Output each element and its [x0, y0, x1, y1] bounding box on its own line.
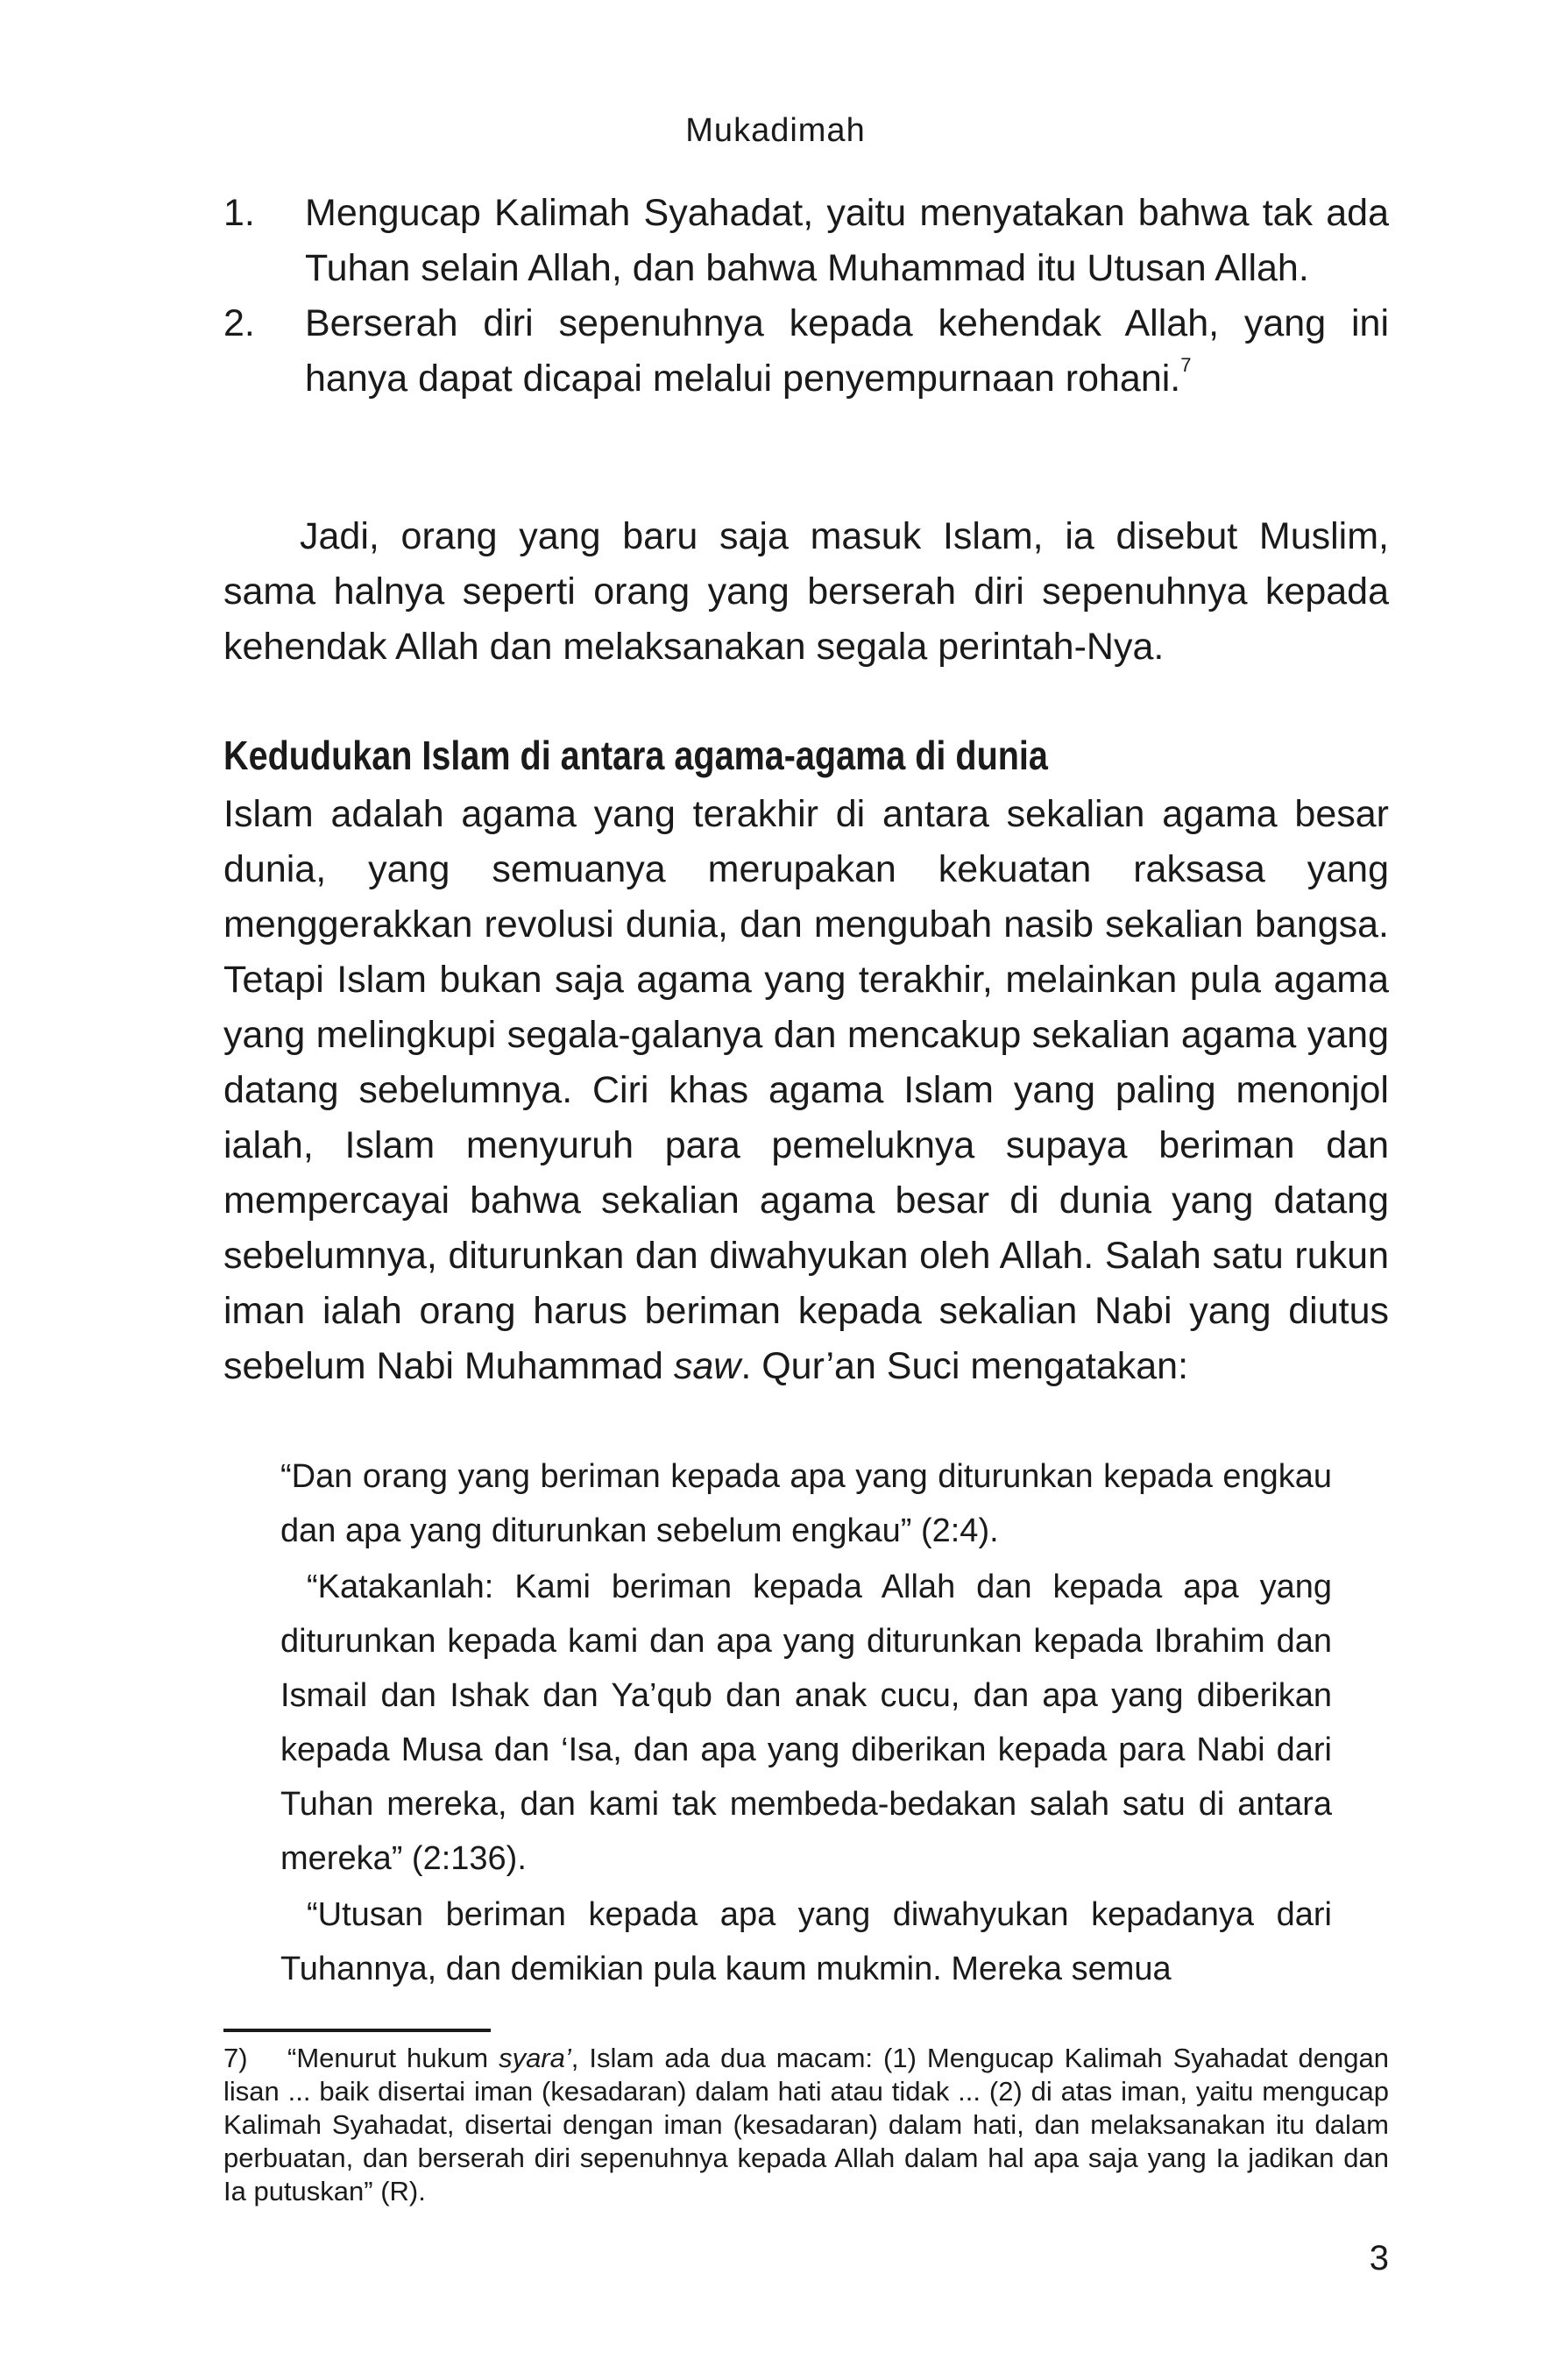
- footnote-divider: [223, 2029, 491, 2032]
- numbered-list: [223, 186, 1389, 407]
- page-number: 3: [1369, 2239, 1389, 2277]
- footnote-reference: 7: [1180, 354, 1192, 376]
- section-body: [223, 787, 1389, 1394]
- footnote-italic: syara’: [499, 2043, 571, 2073]
- section-body-text: Islam adalah agama yang terakhir di antara sekalian agama besar dunia, yang semuanya merupakan kekuatan raksasa yang menggerakkan revolusi dunia, dan mengubah nasib sekalian bangsa. Tetapi Islam bukan saja agama yang terakhir, melainkan pula agama yang melingkupi segala-galanya dan mencakup sekalian agama yang datang sebelumnya. Ciri khas agama Islam yang paling menonjol ialah, Islam menyuruh para pemeluknya supaya beriman dan mempercayai bahwa sekalian agama besar di dunia yang datang sebelumnya, diturunkan dan diwahyukan oleh Allah. Salah satu rukun iman ialah orang harus beriman kepada sekalian Nabi yang diutus sebelum Nabi Muhammad: [223, 793, 1389, 1387]
- section-body-text-end: . Qur’an Suci mengatakan:: [740, 1345, 1189, 1387]
- footnote-label: 7): [223, 2043, 248, 2073]
- footnote-text-end: , Islam ada dua macam: (1) Mengucap Kalimah Syahadat dengan lisan ... baik disertai iman (kesadaran) dalam hati atau tidak ... (2) di atas iman, yaitu mengucap Kalimah Syahadat, disertai dengan iman (kesadaran) dalam hati, dan melaksanakan itu dalam perbuatan, dan berserah diri sepenuhnya kepada Allah dalam hal apa saja yang Ia jadikan dan Ia putuskan” (R).: [223, 2043, 1389, 2206]
- list-item-text: Mengucap Kalimah Syahadat, yaitu menyatakan bahwa tak ada Tuhan selain Allah, dan bahwa Muhammad itu Utusan Allah.: [305, 192, 1389, 289]
- list-number: 1.: [223, 192, 255, 234]
- footnote: [223, 2042, 1389, 2208]
- body-paragraph: Jadi, orang yang baru saja masuk Islam, ia disebut Muslim, sama halnya seperti orang yang berserah diri sepenuhnya kepada kehendak Allah dan melaksanakan segala perintah-Nya.: [223, 515, 1389, 668]
- quote-block: “Dan orang yang beriman kepada apa yang diturunkan kepada engkau dan apa yang diturunkan sebelum engkau” (2:4).: [280, 1458, 1332, 1549]
- list-item: [223, 296, 1389, 407]
- quote-block: “Utusan beriman kepada apa yang diwahyukan kepadanya dari Tuhannya, dan demikian pula kaum mukmin. Mereka semua: [280, 1896, 1332, 1987]
- section-body-italic: saw: [673, 1345, 741, 1387]
- list-number: 2.: [223, 302, 255, 344]
- list-item-text: Berserah diri sepenuhnya kepada kehendak Allah, yang ini hanya dapat dicapai melalui penyempurnaan rohani.: [305, 302, 1389, 400]
- list-item: [223, 186, 1389, 296]
- section-heading: Kedudukan Islam di antara agama-agama di dunia: [223, 733, 1048, 778]
- running-head: Mukadimah: [685, 112, 866, 149]
- footnote-text: “Menurut hukum: [287, 2043, 489, 2073]
- quote-block: “Katakanlah: Kami beriman kepada Allah dan kepada apa yang diturunkan kepada kami dan apa yang diturunkan kepada Ibrahim dan Ismail dan Ishak dan Ya’qub dan anak cucu, dan apa yang diberikan kepada Musa dan ‘Isa, dan apa yang diberikan kepada para Nabi dari Tuhan mereka, dan kami tak membeda-bedakan salah satu di antara mereka” (2:136).: [280, 1569, 1332, 1877]
